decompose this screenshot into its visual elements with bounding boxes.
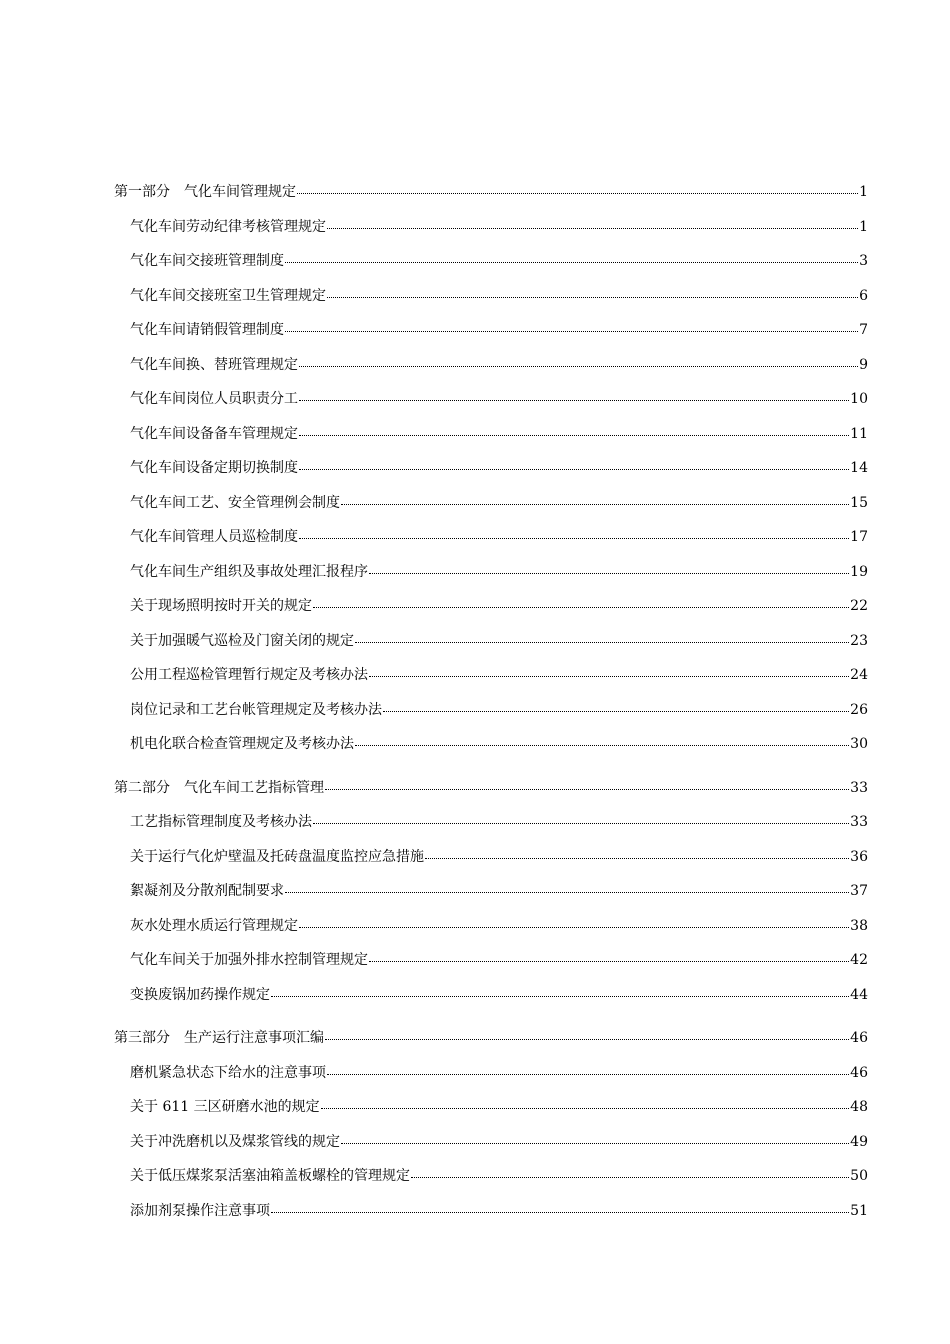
toc-entry[interactable] xyxy=(114,1130,868,1165)
toc-entry[interactable] xyxy=(114,732,868,767)
toc-entry-title: 气化车间劳动纪律考核管理规定 xyxy=(130,218,326,235)
toc-entry[interactable] xyxy=(114,1164,868,1199)
toc-entry[interactable] xyxy=(114,983,868,1018)
toc-entry-title: 关于低压煤浆泵活塞油箱盖板螺栓的管理规定 xyxy=(130,1168,410,1184)
toc-entry-title: 气化车间岗位人员职责分工 xyxy=(130,391,298,407)
toc-page-number: 33 xyxy=(850,814,868,830)
dot-leader xyxy=(321,1094,850,1109)
toc-page-number: 24 xyxy=(850,667,868,683)
dot-leader xyxy=(271,1198,849,1213)
dot-leader xyxy=(355,628,849,643)
toc-entry[interactable] xyxy=(114,1061,868,1096)
table-of-contents xyxy=(114,180,868,1233)
toc-page-number: 3 xyxy=(859,253,868,269)
toc-page-number: 36 xyxy=(850,848,868,865)
toc-page-number: 37 xyxy=(850,883,868,899)
dot-leader xyxy=(369,947,849,962)
toc-part-label xyxy=(114,1026,324,1050)
dot-leader xyxy=(425,844,849,859)
dot-leader xyxy=(369,662,849,677)
toc-entry[interactable] xyxy=(114,318,868,353)
toc-page-number: 1 xyxy=(859,184,868,200)
toc-entry-title: 气化车间交接班管理制度 xyxy=(130,253,284,269)
toc-entry[interactable] xyxy=(114,491,868,526)
toc-page-number: 48 xyxy=(850,1099,868,1115)
dot-leader xyxy=(299,352,858,367)
toc-entry-title: 气化车间请销假管理制度 xyxy=(130,322,284,338)
toc-page-number: 46 xyxy=(850,1030,868,1046)
toc-entry[interactable] xyxy=(114,560,868,595)
toc-page-number: 42 xyxy=(850,952,868,968)
dot-leader xyxy=(285,317,858,332)
toc-page-number: 44 xyxy=(850,986,868,1003)
toc-entry[interactable] xyxy=(114,594,868,629)
toc-entry[interactable] xyxy=(114,810,868,845)
toc-entry-title: 岗位记录和工艺台帐管理规定及考核办法 xyxy=(130,701,382,718)
dot-leader xyxy=(341,1129,849,1144)
toc-page-number: 26 xyxy=(850,701,868,718)
dot-leader xyxy=(369,559,849,574)
toc-page-number: 51 xyxy=(850,1202,868,1219)
toc-entry-title: 气化车间换、替班管理规定 xyxy=(130,356,298,373)
toc-part-entry[interactable] xyxy=(114,776,868,811)
toc-entry[interactable] xyxy=(114,948,868,983)
toc-page-number: 7 xyxy=(859,322,868,338)
toc-page-number: 49 xyxy=(850,1133,868,1150)
toc-page-number: 33 xyxy=(850,779,868,796)
toc-part-entry[interactable] xyxy=(114,180,868,215)
toc-page-number: 50 xyxy=(850,1168,868,1184)
toc-page-number: 30 xyxy=(850,736,868,752)
toc-entry[interactable] xyxy=(114,249,868,284)
dot-leader xyxy=(297,179,858,194)
toc-entry-title: 絮凝剂及分散剂配制要求 xyxy=(130,883,284,899)
toc-part-entry[interactable] xyxy=(114,1026,868,1061)
dot-leader xyxy=(383,697,849,712)
dot-leader xyxy=(299,913,849,928)
toc-page-number: 38 xyxy=(850,917,868,934)
dot-leader xyxy=(285,248,858,263)
dot-leader xyxy=(325,1025,849,1040)
toc-entry[interactable] xyxy=(114,387,868,422)
toc-entry-title: 气化车间设备备车管理规定 xyxy=(130,425,298,442)
toc-entry-title: 气化车间关于加强外排水控制管理规定 xyxy=(130,952,368,968)
toc-entry[interactable] xyxy=(114,663,868,698)
toc-entry-title: 关于冲洗磨机以及煤浆管线的规定 xyxy=(130,1133,340,1150)
toc-entry-title: 添加剂泵操作注意事项 xyxy=(130,1202,270,1219)
toc-entry-title: 关于 611 三区研磨水池的规定 xyxy=(130,1099,320,1115)
toc-page-number: 10 xyxy=(850,391,868,407)
toc-entry-title: 变换废锅加药操作规定 xyxy=(130,986,270,1003)
toc-page-number: 46 xyxy=(850,1064,868,1081)
toc-entry[interactable] xyxy=(114,629,868,664)
toc-entry-title: 关于现场照明按时开关的规定 xyxy=(130,598,312,614)
toc-entry[interactable] xyxy=(114,525,868,560)
toc-entry[interactable] xyxy=(114,879,868,914)
toc-entry[interactable] xyxy=(114,422,868,457)
toc-part-label xyxy=(114,180,296,204)
toc-entry-title: 气化车间工艺、安全管理例会制度 xyxy=(130,494,340,511)
dot-leader xyxy=(325,775,849,790)
toc-page-number: 19 xyxy=(850,563,868,580)
toc-entry-title: 气化车间生产组织及事故处理汇报程序 xyxy=(130,563,368,580)
toc-page-number: 17 xyxy=(850,529,868,545)
dot-leader xyxy=(299,421,849,436)
dot-leader xyxy=(299,386,849,401)
toc-page-number: 1 xyxy=(859,218,868,235)
toc-page-number: 15 xyxy=(850,494,868,511)
toc-entry-title: 气化车间管理人员巡检制度 xyxy=(130,529,298,545)
toc-page-number: 14 xyxy=(850,460,868,476)
toc-part-title: 生产运行注意事项汇编 xyxy=(184,1030,324,1046)
toc-entry-title: 磨机紧急状态下给水的注意事项 xyxy=(130,1064,326,1081)
toc-entry-title: 工艺指标管理制度及考核办法 xyxy=(130,814,312,830)
toc-page-number: 6 xyxy=(859,287,868,304)
toc-entry[interactable] xyxy=(114,845,868,880)
dot-leader xyxy=(355,731,849,746)
toc-part-number: 第二部分 xyxy=(114,779,170,796)
toc-part-label xyxy=(114,776,324,800)
toc-entry-title: 关于运行气化炉壁温及托砖盘温度监控应急措施 xyxy=(130,848,424,865)
toc-entry-title: 公用工程巡检管理暂行规定及考核办法 xyxy=(130,667,368,683)
dot-leader xyxy=(341,490,849,505)
toc-page-number: 11 xyxy=(850,425,868,442)
dot-leader xyxy=(327,214,858,229)
toc-entry-title: 气化车间设备定期切换制度 xyxy=(130,460,298,476)
toc-entry-title: 机电化联合检查管理规定及考核办法 xyxy=(130,736,354,752)
dot-leader xyxy=(299,455,849,470)
toc-entry-title: 关于加强暖气巡检及门窗关闭的规定 xyxy=(130,632,354,649)
toc-entry[interactable] xyxy=(114,215,868,250)
toc-part-title: 气化车间工艺指标管理 xyxy=(184,779,324,796)
dot-leader xyxy=(313,809,849,824)
dot-leader xyxy=(313,593,849,608)
dot-leader xyxy=(327,283,858,298)
toc-entry[interactable] xyxy=(114,914,868,949)
toc-entry[interactable] xyxy=(114,1095,868,1130)
toc-page-number: 23 xyxy=(850,632,868,649)
toc-entry[interactable] xyxy=(114,284,868,319)
toc-entry-title: 气化车间交接班室卫生管理规定 xyxy=(130,287,326,304)
dot-leader xyxy=(327,1060,849,1075)
toc-part-number: 第一部分 xyxy=(114,184,170,200)
toc-entry[interactable] xyxy=(114,1199,868,1234)
toc-part-number: 第三部分 xyxy=(114,1030,170,1046)
dot-leader xyxy=(271,982,849,997)
toc-page-number: 9 xyxy=(859,356,868,373)
toc-part-title: 气化车间管理规定 xyxy=(184,184,296,200)
dot-leader xyxy=(285,878,849,893)
dot-leader xyxy=(411,1163,849,1178)
toc-entry[interactable] xyxy=(114,698,868,733)
toc-page-number: 22 xyxy=(850,598,868,614)
toc-entry-title: 灰水处理水质运行管理规定 xyxy=(130,917,298,934)
toc-entry[interactable] xyxy=(114,456,868,491)
toc-entry[interactable] xyxy=(114,353,868,388)
dot-leader xyxy=(299,524,849,539)
